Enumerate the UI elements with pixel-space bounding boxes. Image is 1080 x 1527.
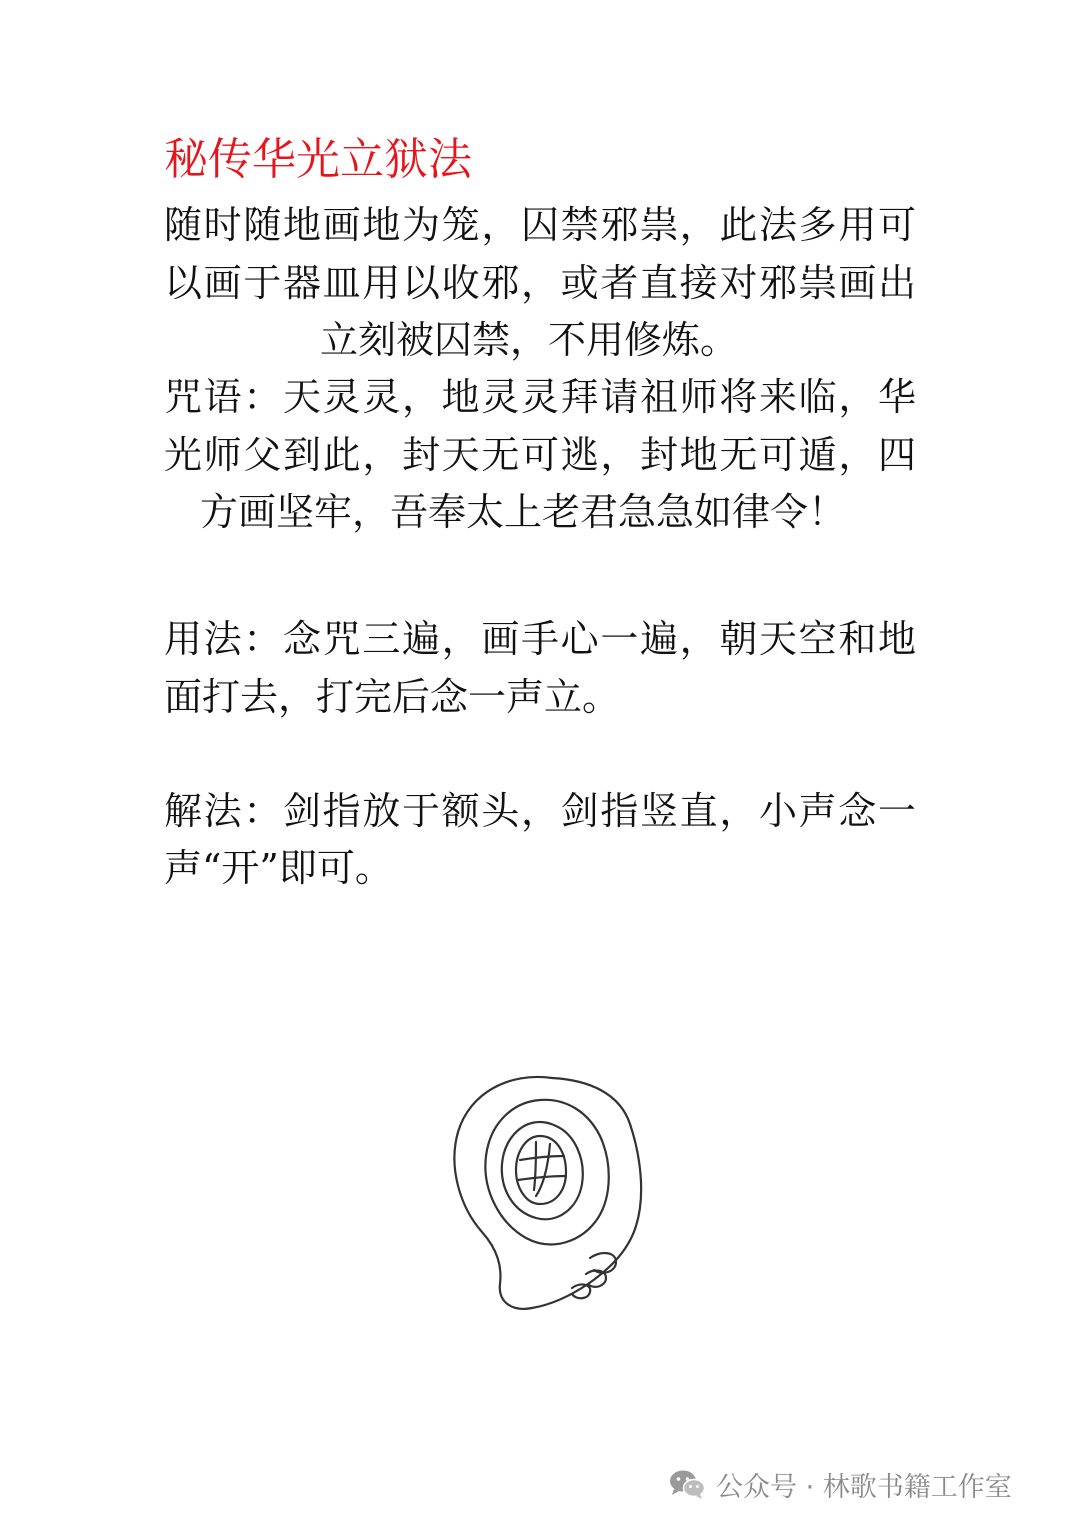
intro-line-1: 随时随地画地为笼，囚禁邪祟，此法多用可 — [164, 203, 916, 247]
usage-line-1: 用法：念咒三遍，画手心一遍，朝天空和地 — [164, 617, 916, 661]
incantation-line-2: 光师父到此，封天无可逃，封地无可遁，四 — [164, 433, 916, 477]
watermark-text: 公众号 · 林歌书籍工作室 — [716, 1471, 1012, 1503]
intro-line-2: 以画于器皿用以收邪，或者直接对邪祟画出 — [164, 261, 916, 305]
incantation-line-3: 方画坚牢，吾奉太上老君急急如律令！ — [200, 490, 847, 534]
watermark — [668, 1464, 1012, 1504]
usage-line-2: 面打去，打完后念一声立。 — [164, 675, 621, 719]
talisman-sketch-icon — [440, 1062, 660, 1322]
incantation-line-1: 咒语：天灵灵，地灵灵拜请祖师将来临，华 — [164, 375, 916, 419]
wechat-icon — [668, 1468, 706, 1500]
release-line-2: 声“开”即可。 — [164, 846, 393, 890]
page-title: 秘传华光立狱法 — [164, 134, 472, 185]
intro-line-3: 立刻被囚禁，不用修炼。 — [320, 318, 739, 362]
release-line-1: 解法：剑指放于额头，剑指竖直，小声念一 — [164, 789, 916, 833]
